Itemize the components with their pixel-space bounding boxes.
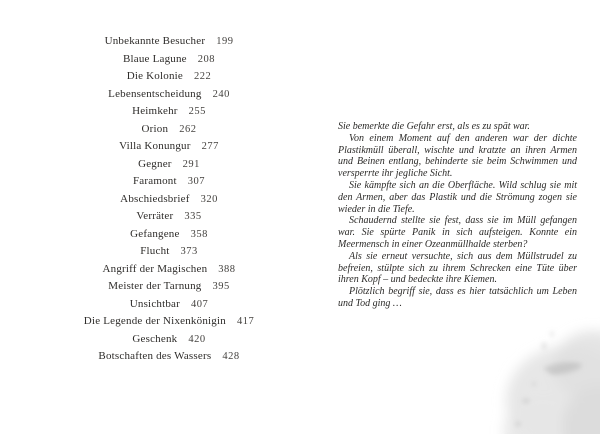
- chapter-page-number: 291: [182, 158, 200, 170]
- chapter-title: Die Kolonie: [126, 70, 184, 82]
- toc-entry: [0, 49, 338, 67]
- story-paragraph: Schaudernd stellte sie fest, dass sie im Müll gefangen war. Sie spürte Panik in sich aufsteigen. Konnte ein Meermensch in einer Ozeanmüllhalde sterben?: [338, 215, 577, 250]
- toc-entry: [0, 171, 338, 189]
- toc-entry: [0, 154, 338, 172]
- toc-entry: [0, 206, 338, 224]
- chapter-title: Flucht: [140, 245, 170, 257]
- chapter-title: Abschiedsbrief: [120, 192, 190, 205]
- chapter-page-number: 388: [218, 263, 236, 275]
- chapter-page-number: 428: [222, 351, 240, 362]
- chapter-title: Heimkehr: [132, 105, 178, 117]
- toc-entry: [0, 311, 338, 329]
- chapter-title: Lebensentscheidung: [108, 87, 202, 100]
- toc-entry: [0, 294, 338, 312]
- toc-entry: [0, 66, 338, 84]
- chapter-page-number: 277: [201, 141, 219, 152]
- chapter-title: Meister der Tarnung: [108, 280, 202, 292]
- toc-entry: [0, 31, 338, 49]
- chapter-title: Villa Konungur: [119, 140, 191, 152]
- chapter-page-number: 262: [179, 123, 197, 135]
- chapter-page-number: 407: [191, 298, 209, 310]
- chapter-title: Orion: [141, 122, 169, 135]
- chapter-page-number: 208: [197, 53, 216, 65]
- toc-entry: [0, 346, 338, 364]
- right-page: [338, 0, 600, 434]
- chapter-page-number: 420: [188, 333, 206, 345]
- chapter-title: Angriff der Magischen: [102, 262, 208, 275]
- toc-entry: [0, 84, 338, 102]
- chapter-title: Blaue Lagune: [122, 52, 187, 65]
- chapter-page-number: 335: [184, 211, 202, 222]
- chapter-title: Geschenk: [132, 332, 178, 345]
- chapter-page-number: 417: [236, 316, 255, 327]
- chapter-page-number: 240: [212, 88, 230, 100]
- toc-entry: [0, 329, 338, 347]
- chapter-page-number: 199: [216, 36, 234, 47]
- table-of-contents: [0, 31, 338, 364]
- toc-entry: [0, 224, 338, 242]
- chapter-page-number: 358: [190, 228, 208, 240]
- story-paragraph: Als sie erneut versuchte, sich aus dem Müllstrudel zu befreien, stülpte sich zu ihrem Schrecken eine Tüte über ihren Kopf – und bedeckte ihre Kiemen.: [338, 250, 577, 286]
- chapter-title: Verräter: [136, 210, 174, 222]
- toc-entry: [0, 101, 338, 119]
- chapter-page-number: 222: [194, 71, 212, 82]
- chapter-page-number: 255: [188, 106, 206, 117]
- chapter-title: Unbekannte Besucher: [104, 35, 206, 47]
- story-text-block: [338, 121, 577, 310]
- toc-entry: [0, 241, 338, 259]
- chapter-title: Botschaften des Wassers: [98, 350, 212, 362]
- chapter-title: Unsichtbar: [129, 297, 180, 310]
- story-paragraph: Plötzlich begriff sie, dass es hier tatsächlich um Leben und Tod ging …: [338, 286, 577, 309]
- toc-entry: [0, 276, 338, 294]
- toc-entry: [0, 189, 338, 207]
- story-paragraph: Von einem Moment auf den anderen war der dichte Plastikmüll überall, wischte und kratzte an ihren Armen und Beinen entlang, behinderte sie beim Schwimmen und versperrte ihr jegliche Sicht.: [338, 132, 577, 180]
- chapter-page-number: 373: [180, 246, 198, 257]
- chapter-page-number: 307: [187, 176, 205, 187]
- story-paragraph: Sie kämpfte sich an die Oberfläche. Wild schlug sie mit den Armen, aber das Plastik und die Strömung zogen sie wieder in die Tiefe.: [338, 179, 577, 215]
- toc-entry: [0, 136, 338, 154]
- chapter-title: Die Legende der Nixenkönigin: [83, 315, 226, 327]
- chapter-title: Gefangene: [130, 227, 180, 240]
- chapter-page-number: 395: [212, 281, 230, 292]
- chapter-page-number: 320: [200, 193, 218, 205]
- chapter-title: Gegner: [138, 157, 172, 170]
- toc-entry: [0, 259, 338, 277]
- story-paragraph: Sie bemerkte die Gefahr erst, als es zu spät war.: [338, 121, 530, 132]
- toc-entry: [0, 119, 338, 137]
- chapter-title: Faramont: [132, 175, 177, 187]
